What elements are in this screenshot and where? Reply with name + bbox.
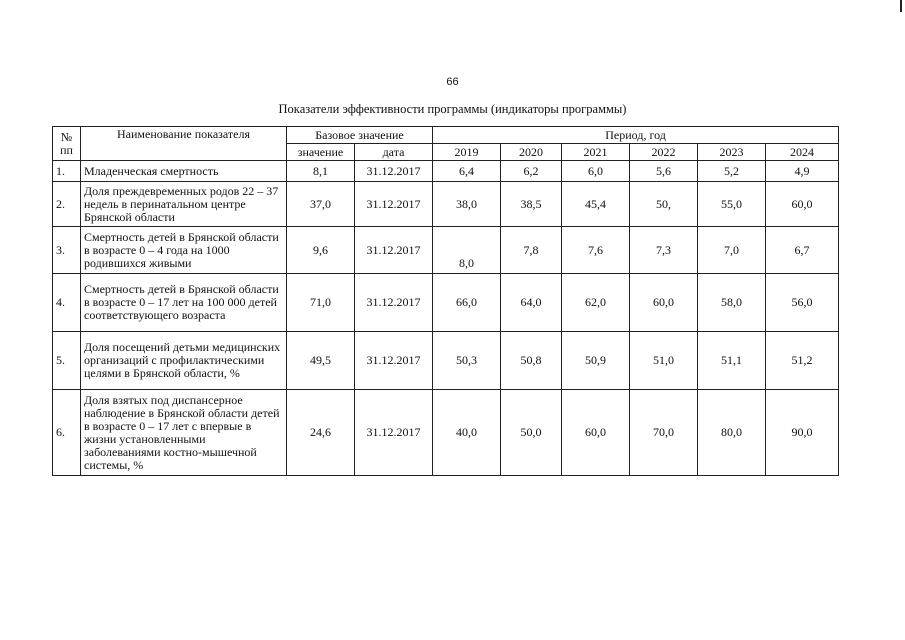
header-num-top: № [60,129,73,144]
value-2019: 66,0 [433,274,501,332]
table-row [53,274,839,332]
value-2021: 50,9 [562,332,630,390]
base-date: 31.12.2017 [355,274,433,332]
base-value: 24,6 [287,390,355,476]
indicator-name: Смертность детей в Брянской области в возрасте 0 – 4 года на 1000 родившихся живыми [81,227,287,274]
table-row [53,182,839,227]
base-date: 31.12.2017 [355,332,433,390]
base-value: 37,0 [287,182,355,227]
header-year-2022: 2022 [630,144,698,161]
header-row-1 [53,127,839,144]
row-number: 2. [53,182,81,227]
base-value: 71,0 [287,274,355,332]
value-2019: 8,0 [433,227,501,274]
value-2021: 60,0 [562,390,630,476]
table-row [53,227,839,274]
header-year-2019: 2019 [433,144,501,161]
header-num [53,127,81,161]
value-2020: 38,5 [501,182,562,227]
value-2019: 38,0 [433,182,501,227]
value-2019: 6,4 [433,161,501,182]
base-date: 31.12.2017 [355,161,433,182]
row-number: 4. [53,274,81,332]
value-2024: 56,0 [766,274,839,332]
header-period: Период, год [433,127,839,144]
value-2021: 6,0 [562,161,630,182]
value-2022: 5,6 [630,161,698,182]
row-number: 5. [53,332,81,390]
indicator-name: Доля преждевременных родов 22 – 37 недель в перинатальном центре Брянской области [81,182,287,227]
indicator-name: Доля взятых под диспансерное наблюдение в Брянской области детей в возрасте 0 – 17 лет с впервые в жизни установленными заболеваниями костно-мышечной системы, % [81,390,287,476]
value-2023: 5,2 [698,161,766,182]
header-num-bottom: пп [60,142,73,157]
value-2024: 4,9 [766,161,839,182]
value-2024: 6,7 [766,227,839,274]
value-2020: 50,8 [501,332,562,390]
value-2023: 51,1 [698,332,766,390]
header-name [81,127,287,161]
value-2023: 7,0 [698,227,766,274]
indicator-name: Доля посещений детьми медицинских организаций с профилактическими целями в Брянской области, % [81,332,287,390]
table-row [53,332,839,390]
value-2024: 60,0 [766,182,839,227]
header-base-date: дата [355,144,433,161]
base-value: 8,1 [287,161,355,182]
value-2022: 60,0 [630,274,698,332]
value-2020: 64,0 [501,274,562,332]
header-name-label: Наименование показателя [117,127,250,141]
value-2023: 80,0 [698,390,766,476]
value-2024: 51,2 [766,332,839,390]
base-date: 31.12.2017 [355,182,433,227]
value-2021: 62,0 [562,274,630,332]
value-2022: 70,0 [630,390,698,476]
base-value: 9,6 [287,227,355,274]
indicators-table [52,126,839,476]
header-year-2020: 2020 [501,144,562,161]
header-year-2024: 2024 [766,144,839,161]
value-2020: 50,0 [501,390,562,476]
value-2022: 50, [630,182,698,227]
header-year-2023: 2023 [698,144,766,161]
header-base: Базовое значение [287,127,433,144]
row-number: 6. [53,390,81,476]
value-2024: 90,0 [766,390,839,476]
base-value: 49,5 [287,332,355,390]
value-2023: 58,0 [698,274,766,332]
page-number: 66 [446,76,459,88]
row-number: 1. [53,161,81,182]
table-title: Показатели эффективности программы (индикаторы программы) [278,102,627,116]
header-year-2021: 2021 [562,144,630,161]
value-2020: 6,2 [501,161,562,182]
table-row [53,390,839,476]
value-2021: 7,6 [562,227,630,274]
value-2023: 55,0 [698,182,766,227]
indicator-name: Смертность детей в Брянской области в возрасте 0 – 17 лет на 100 000 детей соответствующего возраста [81,274,287,332]
scan-edge-mark [900,0,902,12]
table-row [53,161,839,182]
value-2021: 45,4 [562,182,630,227]
value-2019: 40,0 [433,390,501,476]
indicator-name: Младенческая смертность [81,161,287,182]
row-number: 3. [53,227,81,274]
value-2022: 51,0 [630,332,698,390]
value-2022: 7,3 [630,227,698,274]
value-2019: 50,3 [433,332,501,390]
value-2020: 7,8 [501,227,562,274]
header-base-value: значение [287,144,355,161]
base-date: 31.12.2017 [355,390,433,476]
base-date: 31.12.2017 [355,227,433,274]
